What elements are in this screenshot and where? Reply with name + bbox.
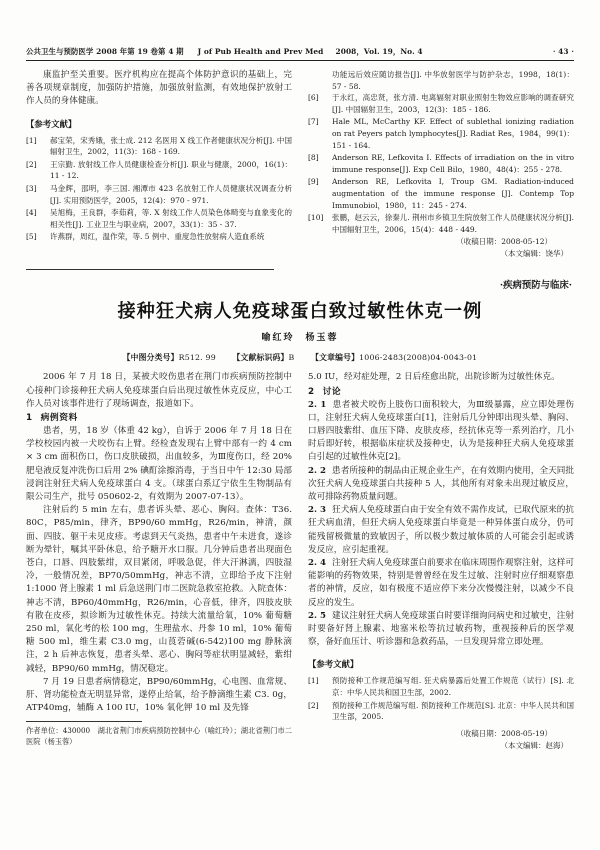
reference-text: 王宗勤. 放射线工作人员健康检查分析[J]. 职业与健康，2000，16(1)：11 - 12. [50, 159, 292, 181]
reference-item [26, 207, 292, 230]
reference-text: 预防接种工作规范编写组. 预防接种工作规范[S]. 北京：中华人民共和国卫生部，2005. [332, 700, 574, 722]
previous-article-left-column [26, 69, 292, 260]
discussion-subsection [308, 610, 574, 650]
subsection-text: 建议注射狂犬病人免疫球蛋白时要详细询问病史和过敏史，注射时要备好肾上腺素、地塞米松等抗过敏药物，重视接种后的医学观察，备好血压计、听诊器和急救药品，一旦发现异常立即处理。 [308, 610, 574, 648]
subsection-number: 2. 3 [308, 505, 326, 516]
discussion-subsection [308, 399, 574, 465]
subsection-number: 2. 5 [308, 610, 326, 621]
running-head-journal-en: J of Pub Health and Prev Med [197, 47, 324, 56]
article-metadata [26, 352, 574, 363]
clc-group [123, 353, 216, 362]
reference-text: 预防接种工作规范编写组. 狂犬病暴露后处置工作规范（试行）[S]. 北京：中华人民共和国卫生部，2002. [332, 676, 574, 697]
doc-code-group [233, 353, 295, 362]
case-paragraph-3: 7 月 19 日患者病情稳定，BP90/60mmHg，心电图、血常规、肝、肾功能检查无明显异常，遂停止给氧，给予静滴维生素 C3. 0g，ATP40mg，辅酶 A 100 IU，10% 氧化钾 10 ml 及先锋 [26, 676, 292, 714]
reference-number: [3] [26, 183, 37, 193]
subsection-text: 患者所接种的制品由正规企业生产，在有效期内使用，全天同批次狂犬病人免疫球蛋白共接种 5 人，其他所有对象未出现过敏反应，故可排除药物质量问题。 [308, 465, 574, 502]
article-header [26, 297, 574, 363]
page-number: · 43 · [552, 47, 574, 56]
reference-item [308, 675, 574, 698]
subsection-number: 2. 1 [308, 399, 327, 410]
reference-number: [8] [308, 153, 319, 163]
article-separator-rule [26, 269, 274, 270]
section-heading-2 [308, 385, 574, 399]
previous-article-tail-paragraph: 康监护至关重要。医疗机构应在提高个体防护意识的基础上，完善各项规章制度，加强防护措施，加强放射监测，有效地保护放射工作人员的身体健康。 [26, 70, 292, 107]
clc-value: R512. 99 [178, 353, 216, 363]
reference-item [308, 116, 574, 151]
article-title: 接种狂犬病人免疫球蛋白致过敏性休克一例 [117, 301, 483, 323]
article-editor-line: （本文编辑：赵海） [500, 740, 568, 750]
reference-item [26, 231, 292, 243]
section-heading-1 [26, 411, 292, 425]
reference-number: [2] [308, 700, 319, 710]
article-id-group [311, 353, 477, 362]
case-paragraph-1: 患者，男，18 岁（体重 42 kg），自诉于 2006 年 7 月 18 日在学校校园内被一犬咬伤右上臂。经检查发现右上臂中部有一约 4 cm × 3 cm 面积伤口，伤口皮肤破损，出血较多，为Ⅲ度伤口，经 20% 肥皂液反复冲洗伤口后用 2% 碘酊涂擦消毒，于当日中午 12:30 局部浸润注射狂犬病人免疫球蛋白 4 支。（球蛋白系辽宁依生生物制品有限公司生产，批号 050602-2，有效期为 2007-07-13）。 [26, 425, 292, 502]
article-id-label: 【文章编号】 [311, 353, 360, 363]
article-body-columns [26, 371, 574, 751]
reference-number: [5] [26, 232, 37, 242]
running-head-journal-cn: 公共卫生与预防医学 2008 年第 19 卷第 4 期 [26, 47, 184, 56]
doc-code-value: B [288, 353, 295, 363]
reference-text: Anderson RE, Lefkovita I, Troup GM. Radiation-induced augmentation of the immune response [J]. Contemp Top Immunobiol，1980，11：245 - 274. [332, 177, 574, 210]
reference-number: [10] [308, 213, 324, 223]
reference-item [308, 700, 574, 723]
reference-item [308, 92, 574, 115]
reference-text: 马金辉，邵明，李三国. 湘潭市 423 名放射工作人员健康状况调查分析[J]. 实用预防医学，2005，12(4)：970 - 971. [50, 183, 292, 205]
previous-references-heading: 【参考文献】 [26, 118, 77, 129]
article-lead-paragraph: 2006 年 7 月 18 日，某被犬咬伤患者在荆门市疾病预防控制中心接种门诊接种狂犬病人免疫球蛋白后出现过敏性休克反应，中心工作人员对该事件进行了现场调查，报道如下。 [26, 372, 292, 409]
reference-item [26, 159, 292, 182]
subsection-number: 2. 2 [308, 465, 326, 476]
header-rule [26, 60, 574, 61]
reference-number: [2] [26, 159, 37, 169]
reference-item [26, 183, 292, 206]
discussion-subsection [308, 557, 574, 610]
article-left-column [26, 371, 292, 751]
previous-article-columns [26, 69, 574, 260]
article-authors: 喻红玲 杨玉蓉 [261, 333, 339, 344]
article-references-list [308, 675, 574, 722]
section-title: 病例资料 [40, 412, 78, 423]
reference-text: Hale ML, McCarthy KF. Effect of sublethal ionizing radiation on rat Peyers patch lymphocytes[J]. Radiat Res，1984，99(1)：151 - 164. [332, 117, 574, 150]
article-received-date: （收稿日期：2008-05-19） [456, 728, 552, 738]
reference-text: 张鹏，赵云云，徐秦儿. 荆州市乡镇卫生院放射工作人员健康状况分析[J]. 中国辐射卫生，2006，15(4)：448 - 449. [332, 213, 574, 234]
author-affiliation-footnote: 作者单位：430000 湖北省荆门市疾病预防控制中心（喻红玲）；湖北省荆门市二医院（杨玉蓉） [26, 726, 292, 747]
reference-item [308, 212, 574, 235]
discussion-subsection [308, 504, 574, 557]
subsection-text: 狂犬病人免疫球蛋白由于安全有效不需作皮试，已取代原来的抗狂犬病血清，但狂犬病人免疫球蛋白毕竟是一种异体蛋白成分，仍可能残留极微量的致敏因子，所以极少数过敏体质的人可能会引起或诱发反应，应引起重视。 [308, 505, 574, 555]
reference-number: [6] [308, 93, 319, 103]
reference-number: [1] [26, 135, 37, 145]
reference-text: Anderson RE, Lefkovita I. Effects of irradiation on the in vitro immune response[J]. Exp Cell Bilo，1980，48(4)：255 - 278. [332, 153, 574, 174]
running-head [26, 46, 574, 57]
reference-text: 吴旭梅，王良群，李茹莉，等. X 射线工作人员染色体畸变与血象变化的相关性[J]. 工业卫生与职业病，2007，33(1)：35 - 37. [50, 208, 292, 229]
running-head-volume: 2008，Vol. 19，No. 4 [335, 47, 423, 56]
doc-code-label: 【文献标识码】 [232, 353, 289, 363]
subsection-text: 注射狂犬病人免疫球蛋白前要求在临床周围作观察注射，这样可能影响的药物效果，特别是曾曾经在发生过敏、注射时应仔细观察患者的神情，反应，如有极度不适应停下来分次慢慢注射，以减少不良反应的发生。 [308, 557, 574, 608]
reference-text: 许燕群，周红，温作荣，等. 5 例中、重度急性放射病人造血系统 [50, 232, 265, 242]
previous-editor-line: （本文编辑：饶华） [500, 249, 568, 259]
subsection-number: 2. 4 [308, 557, 326, 568]
section-kicker: ·疾病预防与临床· [499, 280, 572, 292]
reference-number: [9] [308, 177, 319, 187]
reference-text: 郝宝荣，宋秀娥，张士成. 212 名医用 X 线工作者健康状况分析[J]. 中国辐射卫生，2002，11(3)：168 - 169. [50, 135, 292, 157]
reference-item [308, 152, 574, 175]
previous-article-right-column [308, 69, 574, 260]
section-number: 1 [26, 412, 33, 423]
reference-number: [1] [308, 676, 319, 686]
previous-received-date: （收稿日期：2008-05-12） [456, 237, 552, 247]
previous-references-list [26, 135, 292, 243]
section-number: 2 [308, 386, 315, 397]
footnote-rule [26, 721, 142, 722]
case-paragraph-2: 注射后约 5 min 左右，患者诉头晕、恶心、胸闷。查体：T36. 80C，P85/min，律齐，BP90/60 mmHg，R26/min，神清，颜面、四肢、躯干未见皮疹。考虑到天气炎热，患者中午未进食，遂诊断为晕针，嘱其平卧休息，给予糖开水口服。几分钟后患者出现面色苍白，口唇、四肢紫绀，双目紧闭，呼吸急促，伴大汗淋漓，四肢湿冷，一般情况差，BP70/50mmHg，神志不清，立即给予皮下注射 1:1000 肾上腺素 1 ml 后急送荆门市二医院急救室抢救。入院查体：神志不清，BP60/40mmHg，R26/min，心音低，律齐，四肢皮肤有散在皮疹，拟诊断为过敏性休克。持续大流量给氧，10% 葡萄糖 250 ml，氧化考的松 100 mg，生理盐水、丹参 10 ml，10% 葡萄糖 500 ml，维生素 C3.0 mg，山莨菪碱(6-542)100 mg 静脉滴注，2 h 后神志恢复，患者头晕、恶心、胸闷等症状明显减轻，紫绀减轻，BP90/60 mmHg，情况稳定。 [26, 505, 292, 674]
subsection-text: 患者被犬咬伤上肢伤口面积较大，为Ⅲ级暴露，应立即处理伤口，注射狂犬病人免疫球蛋白[1]，注射后几分钟即出现头晕、胸闷、口唇四肢紫绀、血压下降、皮肤皮疹，经抗休克等一系列治疗，几小时后即好转，根据临床症状及接种史，认为是接种狂犬病人免疫球蛋白引起的过敏性休克[2]。 [308, 399, 574, 463]
previous-references-list-continued [308, 92, 574, 235]
section-title: 讨论 [322, 386, 342, 397]
case-paragraph-4: 5.0 IU，经对症处理，2 日后痊愈出院，出院诊断为过敏性休克。 [308, 372, 560, 383]
reference-number: [4] [26, 208, 37, 218]
reference-text: 于永红，高忠贤，张方清. 电离辐射对职业照射生物效应影响的调查研究[J]. 中国辐射卫生，2003，12(3)：185 - 186. [332, 93, 574, 114]
reference-item [26, 135, 292, 158]
reference-item [308, 176, 574, 211]
reference-number: [7] [308, 117, 319, 127]
article-id-value: 1006-2483(2008)04-0043-01 [359, 353, 478, 363]
article-references-heading: 【参考文献】 [308, 659, 359, 670]
reference-continuation: 功能远后效应随访报告[J]. 中华放射医学与防护杂志，1998，18(1)：57 - 58. [332, 70, 574, 91]
article-right-column [308, 371, 574, 751]
discussion-subsection [308, 465, 574, 505]
clc-label: 【中图分类号】 [122, 353, 179, 363]
